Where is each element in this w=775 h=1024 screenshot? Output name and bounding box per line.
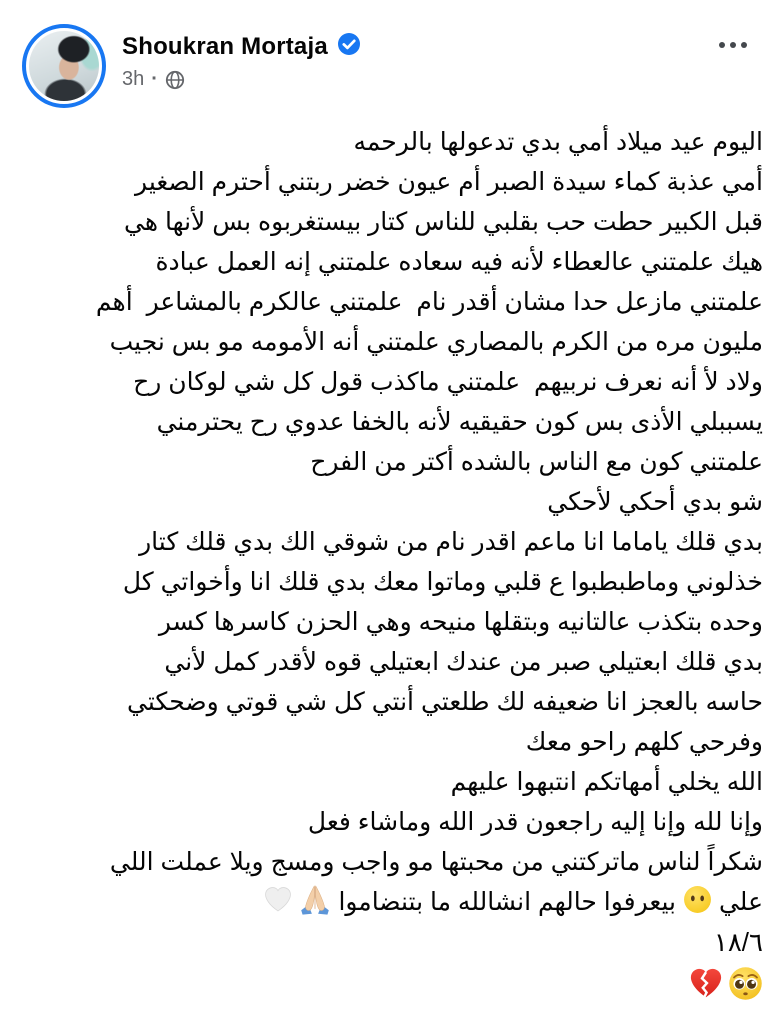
post-header: [0, 0, 775, 114]
face-without-mouth-emoji: [683, 885, 712, 919]
post-text-line: اليوم عيد ميلاد أمي بدي تدعولها بالرحمه: [353, 128, 763, 156]
white-heart-emoji: [264, 886, 292, 919]
broken-heart-emoji: [689, 967, 723, 1006]
post-text-line: يسببلي الأذى بس كون حقيقيه لأنه بالخفا عدوي رح يحترمني: [156, 408, 763, 436]
post-text-line-with-emojis: [12, 882, 763, 922]
post-text-line: علمتني مازعل حدا مشان أقدر نام علمتني عالكرم بالمشاعر أهم: [95, 288, 763, 316]
post-text-line: بدي قلك ابعتيلي صبر من عندك ابعتيلي قوه لأقدر كمل لأني: [164, 648, 763, 676]
post-text-line: وحده بتكذب عالتانيه وبتقلها منيحه وهي الحزن كاسرها كسر: [158, 608, 763, 636]
avatar-photo: [29, 31, 99, 101]
pleading-face-emoji: [728, 966, 763, 1006]
header-text-block: [122, 24, 361, 91]
post-text-line: حاسه بالعجز انا ضعيفه لك طلعتي أنتي كل شي قوتي وضحكتي: [127, 688, 763, 716]
post-text-line: الله يخلي أمهاتكم انتبهوا عليهم: [450, 768, 763, 796]
post-text-segment: علي: [718, 888, 763, 916]
folded-hands-emoji: [299, 884, 331, 921]
post-meta-row[interactable]: [122, 68, 361, 91]
author-name-row: [122, 32, 361, 61]
menu-dot: [719, 42, 725, 48]
post-text-line: ولاد لأ أنه نعرف نربيهم علمتني ماكذب قول كل شي لوكان رح: [133, 368, 763, 396]
post-text-line: علمتني كون مع الناس بالشده أكتر من الفرح: [310, 448, 763, 476]
post-text-line: هيك علمتني عالعطاء لأنه فيه سعاده علمتني إنه العمل عبادة: [155, 248, 763, 276]
post-text-lines: [12, 122, 763, 882]
post-text-line: قبل الكبير حطت حب بقلبي للناس كتار بيستغربوه بس لأنها هي: [123, 208, 763, 236]
post-text-line: خذلوني وماطبطبوا ع قلبي وماتوا معك بدي قلك انا وأخواتي كل: [122, 568, 763, 596]
post-text-line: شكراً لناس ماتركتني من محبتها مو واجب ومسج ويلا عملت اللي: [109, 848, 763, 876]
post-text-segment: بيعرفوا حالهم انشالله ما بتنضاموا: [338, 888, 676, 916]
ellipsis-menu-icon[interactable]: [715, 38, 751, 52]
post-body: [0, 114, 775, 1008]
verified-badge-icon: [337, 32, 361, 61]
post-text-line: وإنا لله وإنا إليه راجعون قدر الله وماشاء فعل: [307, 808, 763, 836]
post-text-line: مليون مره من الكرم بالمصاري علمتني أنه الأمومه مو بس نجيب: [109, 328, 763, 356]
post-text-line: أمي عذبة كماء سيدة الصبر أم عيون خضر ربتني أحترم الصغير: [135, 168, 763, 196]
post-text-line: بدي قلك ياماما انا ماعم اقدر نام من شوقي الك بدي قلك كتار: [139, 528, 763, 556]
post-text-line: شو بدي أحكي لأحكي: [547, 488, 763, 516]
meta-separator: ·: [151, 68, 158, 90]
menu-dot: [730, 42, 736, 48]
menu-dot: [741, 42, 747, 48]
author-name[interactable]: Shoukran Mortaja: [122, 32, 328, 60]
timestamp[interactable]: 3h: [122, 68, 145, 90]
avatar[interactable]: [22, 24, 106, 108]
globe-public-icon: [165, 70, 185, 90]
post-date-line: ١٨/٦: [713, 927, 763, 957]
post-text-line: وفرحي كلهم راحو معك: [525, 728, 763, 756]
post-footer-emojis: [12, 964, 763, 1008]
